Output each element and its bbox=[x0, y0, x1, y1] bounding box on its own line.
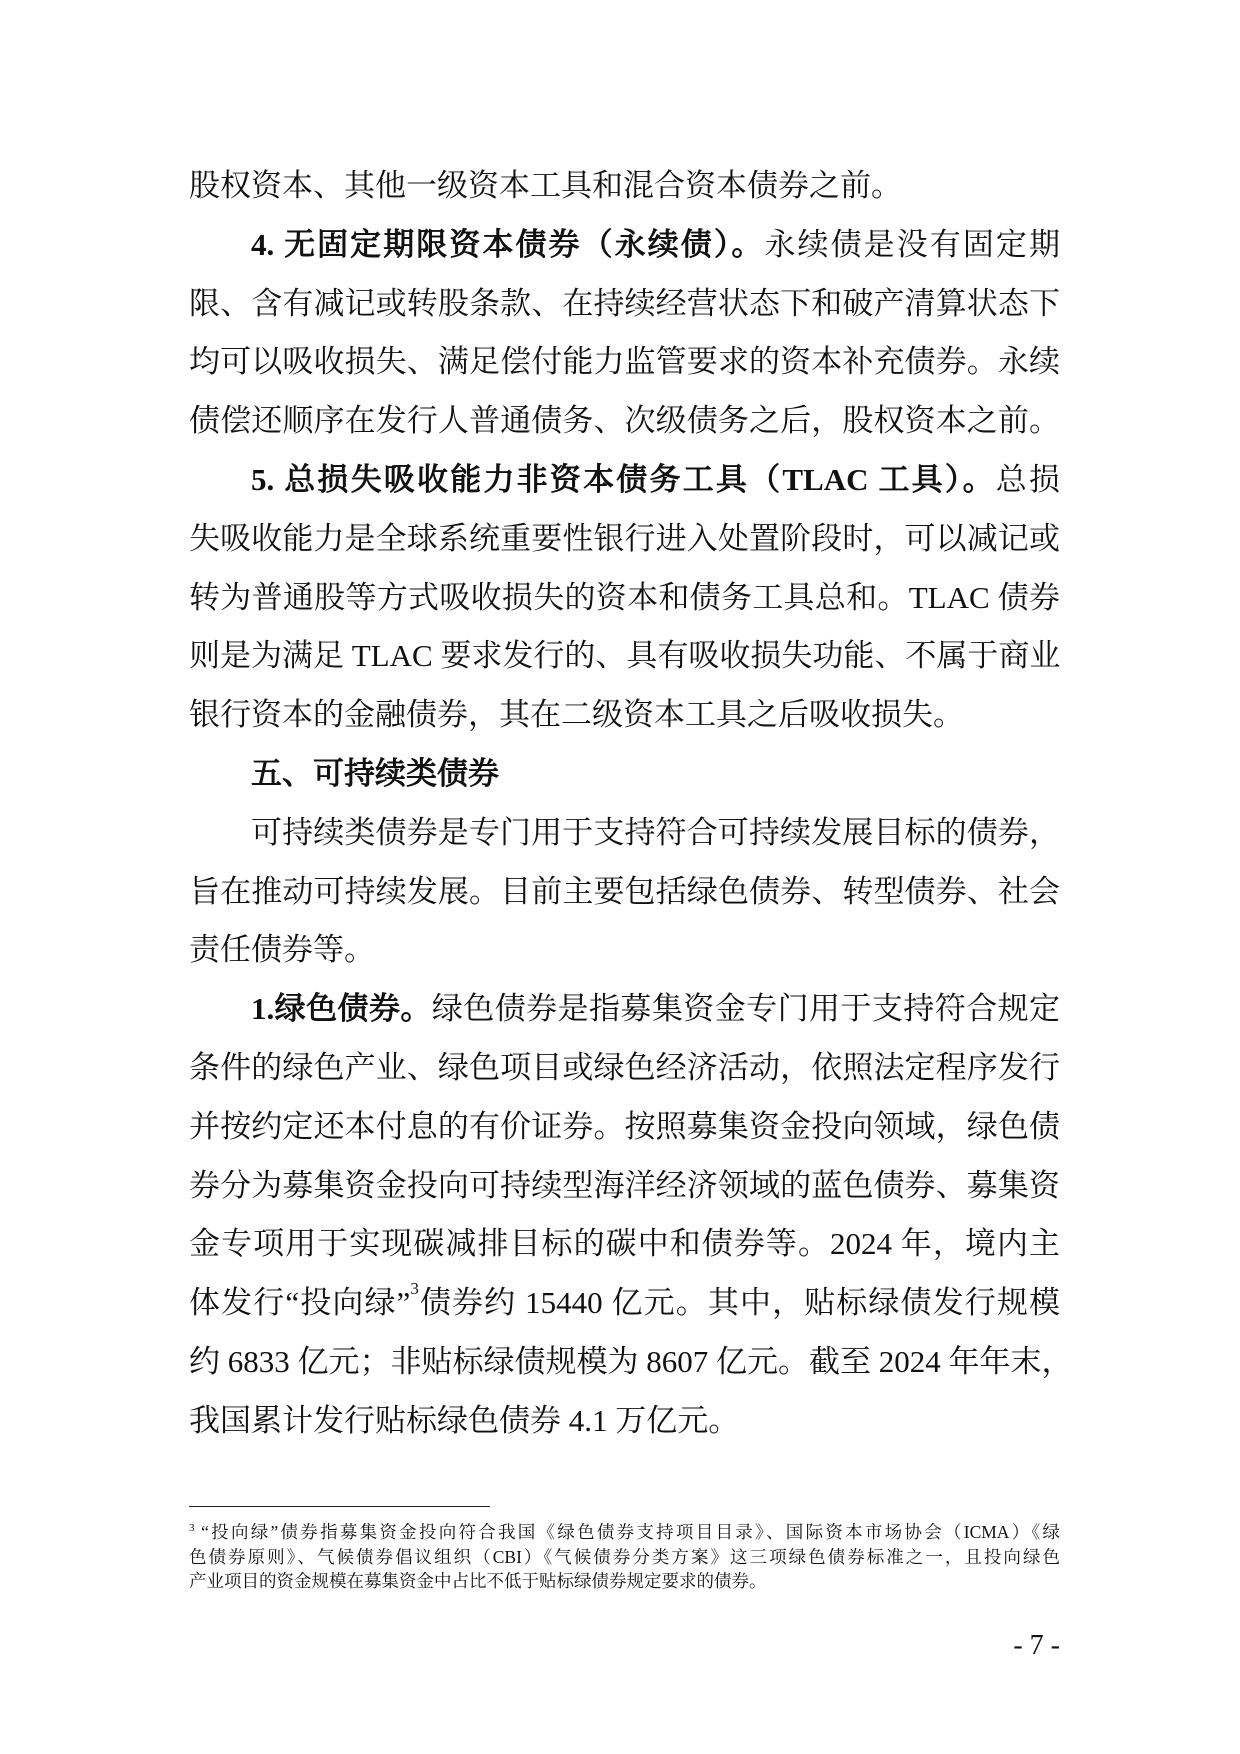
text-run: 银行资本的金融债券，其在二级资本工具之后吸收损失。 bbox=[189, 697, 964, 733]
text-run: 绿色债券是指募集资金专门用于支持符合规定 bbox=[431, 991, 1061, 1027]
text-run: “投向绿”债券指募集资金投向符合我国《绿色债券支持项目目录》、国际资本市场协会（ICMA）《绿 bbox=[194, 1522, 1060, 1542]
text-run: 限、含有减记或转股条款、在持续经营状态下和破产清算状态下 bbox=[189, 285, 1060, 321]
text-line bbox=[189, 392, 1060, 451]
text-line bbox=[189, 510, 1060, 569]
text-run: 色债券原则》、气候债券倡议组织（CBI）《气候债券分类方案》这三项绿色债券标准之一，且投向绿色 bbox=[189, 1546, 1060, 1567]
footnote bbox=[189, 1520, 1060, 1594]
bold-heading: 1.绿色债券。 bbox=[251, 991, 432, 1027]
text-run: 可持续类债券是专门用于支持符合可持续发展目标的债券， bbox=[251, 814, 1060, 850]
text-run: 转为普通股等方式吸收损失的资本和债务工具总和。TLAC 债券 bbox=[189, 579, 1060, 615]
text-line bbox=[189, 1545, 1060, 1570]
text-run: 永续债是没有固定期 bbox=[764, 226, 1060, 262]
text-run: 股权资本、其他一级资本工具和混合资本债券之前。 bbox=[189, 168, 902, 203]
text-run: 总损 bbox=[995, 461, 1060, 497]
text-run: 旨在推动可持续发展。目前主要包括绿色债券、转型债券、社会 bbox=[189, 873, 1060, 909]
text-line bbox=[189, 1333, 1073, 1392]
text-line bbox=[189, 980, 1060, 1039]
text-line bbox=[189, 1098, 1060, 1157]
text-line bbox=[189, 1392, 1060, 1451]
text-run: 条件的绿色产业、绿色项目或绿色经济活动，依照法定程序发行 bbox=[189, 1049, 1060, 1085]
text-line bbox=[189, 627, 1060, 686]
text-run: 均可以吸收损失、满足偿付能力监管要求的资本补充债券。永续 bbox=[189, 344, 1060, 380]
text-line bbox=[189, 1157, 1060, 1216]
text-run: 金专项用于实现碳减排目标的碳中和债券等。2024 年，境内主 bbox=[189, 1226, 1060, 1262]
text-line bbox=[189, 157, 1060, 216]
text-run: 责任债券等。 bbox=[189, 932, 375, 968]
text-line bbox=[189, 216, 1060, 275]
text-line bbox=[189, 451, 1060, 510]
footnote-divider bbox=[189, 1506, 490, 1507]
body-text bbox=[189, 157, 1073, 1451]
text-run: 则是为满足 TLAC 要求发行的、具有吸收损失功能、不属于商业 bbox=[189, 638, 1061, 674]
text-run: 债券约 15440 亿元。其中，贴标绿债发行规模 bbox=[418, 1285, 1060, 1321]
text-line bbox=[189, 275, 1060, 334]
text-line bbox=[189, 1039, 1060, 1098]
text-line bbox=[189, 333, 1060, 392]
bold-heading: 五、可持续类债券 bbox=[251, 755, 499, 791]
text-line bbox=[189, 1520, 1060, 1545]
text-run: 体发行“投向绿” bbox=[189, 1285, 411, 1321]
text-run: 并按约定还本付息的有价证券。按照募集资金投向领域，绿色债 bbox=[189, 1108, 1060, 1144]
text-line bbox=[189, 1569, 1060, 1594]
text-line bbox=[189, 686, 1060, 745]
text-line bbox=[189, 921, 1060, 980]
bold-heading: 5. 总损失吸收能力非资本债务工具（TLAC 工具）。 bbox=[251, 461, 996, 497]
text-run: 券分为募集资金投向可持续型海洋经济领域的蓝色债券、募集资 bbox=[189, 1167, 1060, 1203]
page-number: - 7 - bbox=[1013, 1630, 1060, 1661]
text-line bbox=[189, 745, 1060, 804]
text-run: 失吸收能力是全球系统重要性银行进入处置阶段时，可以减记或 bbox=[189, 520, 1060, 556]
footnote-marker: 3 bbox=[189, 1522, 195, 1534]
footnote-marker: 3 bbox=[410, 1279, 419, 1299]
text-line bbox=[189, 804, 1060, 863]
bold-heading: 4. 无固定期限资本债券（永续债）。 bbox=[251, 226, 765, 262]
text-run: 我国累计发行贴标绿色债券 4.1 万亿元。 bbox=[189, 1402, 740, 1438]
text-line bbox=[189, 863, 1060, 922]
text-line bbox=[189, 569, 1060, 628]
text-line bbox=[189, 1215, 1060, 1274]
text-line bbox=[189, 1274, 1060, 1333]
text-run: 产业项目的资金规模在募集资金中占比不低于贴标绿债券规定要求的债券。 bbox=[189, 1571, 767, 1591]
text-run: 约 6833 亿元；非贴标绿债规模为 8607 亿元。截至 2024 年年末， bbox=[189, 1343, 1073, 1379]
text-run: 债偿还顺序在发行人普通债务、次级债务之后，股权资本之前。 bbox=[189, 403, 1060, 439]
